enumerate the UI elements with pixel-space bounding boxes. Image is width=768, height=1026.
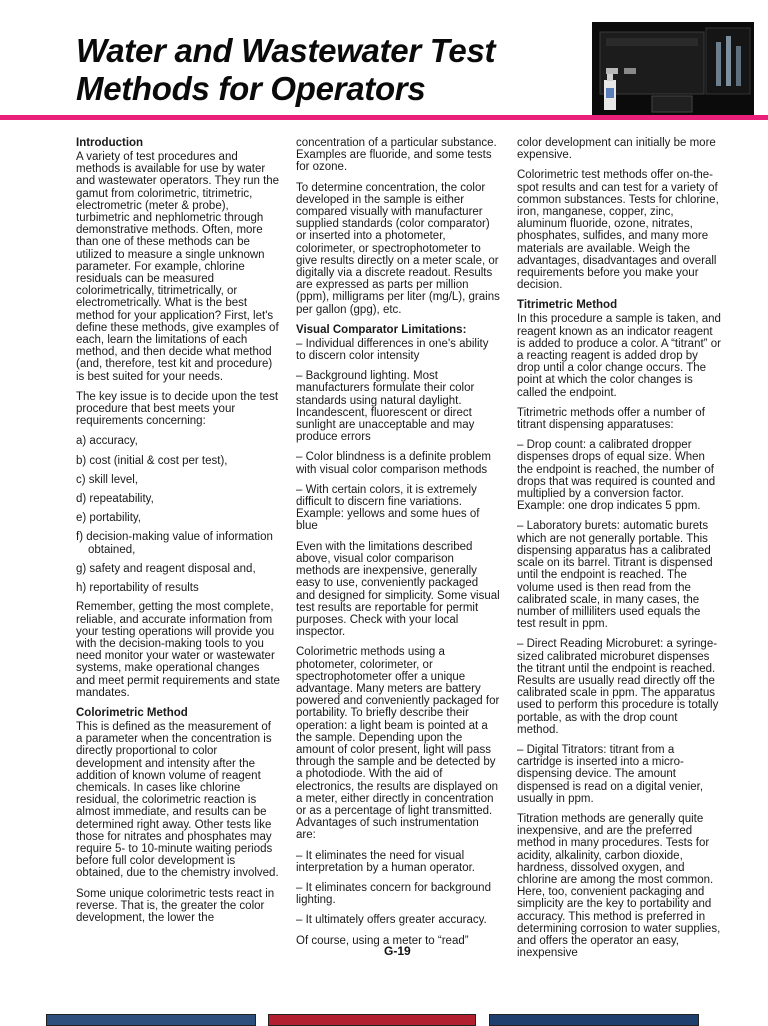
next-page-thumbnail[interactable] (268, 1014, 476, 1026)
page-title (76, 32, 556, 108)
paragraph: Even with the limitations described above, visual color comparison methods are inexpensive, generally easy to use, conveniently packaged and designed for simplicity. Some visual test results are reportable for permit purposes. Check with your local inspector. (296, 540, 500, 639)
heading-colorimetric-method: Colorimetric Method (76, 706, 188, 719)
heading-visual-comparator: Visual Comparator Limitations: (296, 323, 467, 336)
paragraph: – Drop count: a calibrated dropper dispenses drops of equal size. When the endpoint is reached, the number of drops that was required is counted and multiplied by a conversion factor. Example: one drop indicates 5 ppm. (517, 439, 716, 513)
list-item: g) safety and reagent disposal and, (76, 562, 256, 575)
paragraph: The key issue is to decide upon the test procedure that best meets your requirements concerning: (76, 390, 279, 428)
paragraph: A variety of test procedures and methods is available for use by water and wastewater operators. They run the gamut from colorimetric, titrimetric, electrometric (meter & probe), turbimetric and nephlometric through demonstrative methods. Often, more than one of these methods can be utilized to measure a single unknown parameter. For example, chlorine residuals can be measured colorimetrically, titrimetrically, or electrometrically. What is the best method for your application? First, let's define these methods, give examples of each, learn the limitations of each method, and then decide what method (and, therefore, test kit and procedure) is best suited for your needs. (76, 151, 280, 383)
heading-introduction: Introduction (76, 137, 144, 149)
paragraph: – Laboratory burets: automatic burets which are not generally portable. This dispensing apparatus has a calibrated scale on its barrel. Titrant is dispensed until the endpoint is reached. The volume used is then read from the calibrated scale, in many cases, the number of milliliters used equals the test result in ppm. (517, 520, 713, 631)
paragraph: – It eliminates concern for background lighting. (296, 881, 491, 907)
paragraph: In this procedure a sample is taken, and reagent known as an indicator reagent is added to produce a color. A “titrant” or a reacting reagent is added drop by drop until a color change occurs. The point at which the color changes is called the endpoint. (517, 313, 721, 399)
test-kit-illustration (592, 22, 754, 118)
paragraph: – Color blindness is a definite problem with visual color comparison methods (296, 451, 491, 476)
paragraph: Titration methods are generally quite inexpensive, and are the preferred method in many procedures. Tests for acidity, alkalinity, carbon dioxide, hardness, dissolved oxygen, and chlorine are among the most common. Here, too, convenient packaging and simplicity are the key to portability and accuracy. This method is preferred in determining corrosion to water supplies, and offers the operator an easy, inexpensive (517, 812, 721, 960)
paragraph: – Digital Titrators: titrant from a cartridge is inserted into a micro-dispensing device. The amount dispensed is read on a digital venier, usually in ppm. (517, 743, 704, 805)
paragraph: Remember, getting the most complete, reliable, and accurate information from your testing operations will provide you with the decision-making tools to you need monitor your water or wastewater systems, make operational changes and meet permit requirements and state mandates. (76, 601, 280, 699)
paragraph: – Background lighting. Most manufacturers formulate their color standards using natural daylight. Incandescent, fluorescent or direct sunlight are unacceptable and may produce errors (296, 370, 475, 444)
heading-titrimetric-method: Titrimetric Method (517, 299, 618, 312)
next-page-thumbnail[interactable] (489, 1014, 699, 1026)
paragraph: – Direct Reading Microburet: a syringe-sized calibrated microburet dispenses the titrant until the endpoint is reached. Results are usually read directly off the calibrated scale in ppm. The apparatus used to perform this procedure is totally portable, as with the drop count method. (517, 638, 719, 736)
list-item: b) cost (initial & cost per test), (76, 454, 228, 467)
paragraph: – It eliminates the need for visual interpretation by a human operator. (296, 849, 476, 874)
paragraph: Titrimetric methods offer a number of titrant dispensing apparatuses: (517, 406, 705, 432)
column-2 (296, 137, 500, 955)
column-3 (517, 137, 722, 967)
paragraph: To determine concentration, the color developed in the sample is either compared visually with manufacturer supplied standards (color comparator) or inserted into a photometer, colorimeter, or spectrophotometer to give results directly on a meter scale, or digitally via a discrete readout. Results are expressed as parts per million (ppm), milligrams per liter (mg/L), grains per gallon (gpg), etc. (296, 181, 500, 316)
paragraph: Some unique colorimetric tests react in reverse. That is, the greater the color development, the lower the (76, 887, 275, 924)
list-item: f) decision-making value of information obtained, (76, 531, 273, 556)
list-item: d) repeatability, (76, 493, 154, 506)
column-1 (76, 137, 280, 932)
list-item: c) skill level, (76, 473, 138, 486)
paragraph: color development can initially be more expensive. (517, 137, 716, 162)
title-rule (0, 115, 768, 120)
next-page-thumbnail[interactable] (46, 1014, 256, 1026)
list-item: e) portability, (76, 512, 141, 525)
paragraph: This is defined as the measurement of a parameter when the concentration is directly proportional to color development and intensity after the addition of known volume of reagent chemicals. In cases like chlorine residual, the colorimetric reaction is almost immediate, and results can be determined right away. Other tests like those for nitrates and phosphates may require 5- to 10-minute waiting periods before full color development is obtained, due to the chemistry involved. (76, 720, 279, 880)
paragraph: – Individual differences in one's ability to discern color intensity (296, 337, 489, 363)
test-kit-photo (592, 22, 754, 118)
paragraph: Colorimetric methods using a photometer, colorimeter, or spectrophotometer offer a unique advantage. Many meters are battery powered and conveniently packaged for portability. To briefly describe their operation: a light beam is pointed at a the sample. Depending upon the amount of color present, light will pass through the sample and be detected by a photodiode. With the aid of electronics, the results are displayed on a meter, either directly in concentration or as a percentage of light transmitted. Advantages of such instrumentation are: (296, 646, 500, 842)
title-line-2: Methods for Operators (76, 70, 426, 107)
paragraph: Colorimetric test methods offer on-the-spot results and can test for a variety of common substances. Tests for chlorine, iron, manganese, copper, zinc, aluminum fluoride, ozone, nitrates, phosphates, sulfides, and many more materials are available. Weigh the advantages, disadvantages and overall requirements before you make your decision. (517, 169, 719, 292)
title-line-1: Water and Wastewater Test (76, 32, 496, 69)
list-item: a) accuracy, (76, 435, 138, 448)
page-number: G-19 (384, 944, 411, 958)
list-item: h) reportability of results (76, 582, 199, 595)
paragraph: – With certain colors, it is extremely difficult to discern fine variations. Example: yellows and some hues of blue (296, 483, 480, 533)
paragraph: – It ultimately offers greater accuracy. (296, 914, 487, 927)
paragraph: concentration of a particular substance. Examples are fluoride, and some tests for ozone. (296, 137, 497, 174)
paragraph: Of course, using a meter to “read” (296, 934, 469, 947)
